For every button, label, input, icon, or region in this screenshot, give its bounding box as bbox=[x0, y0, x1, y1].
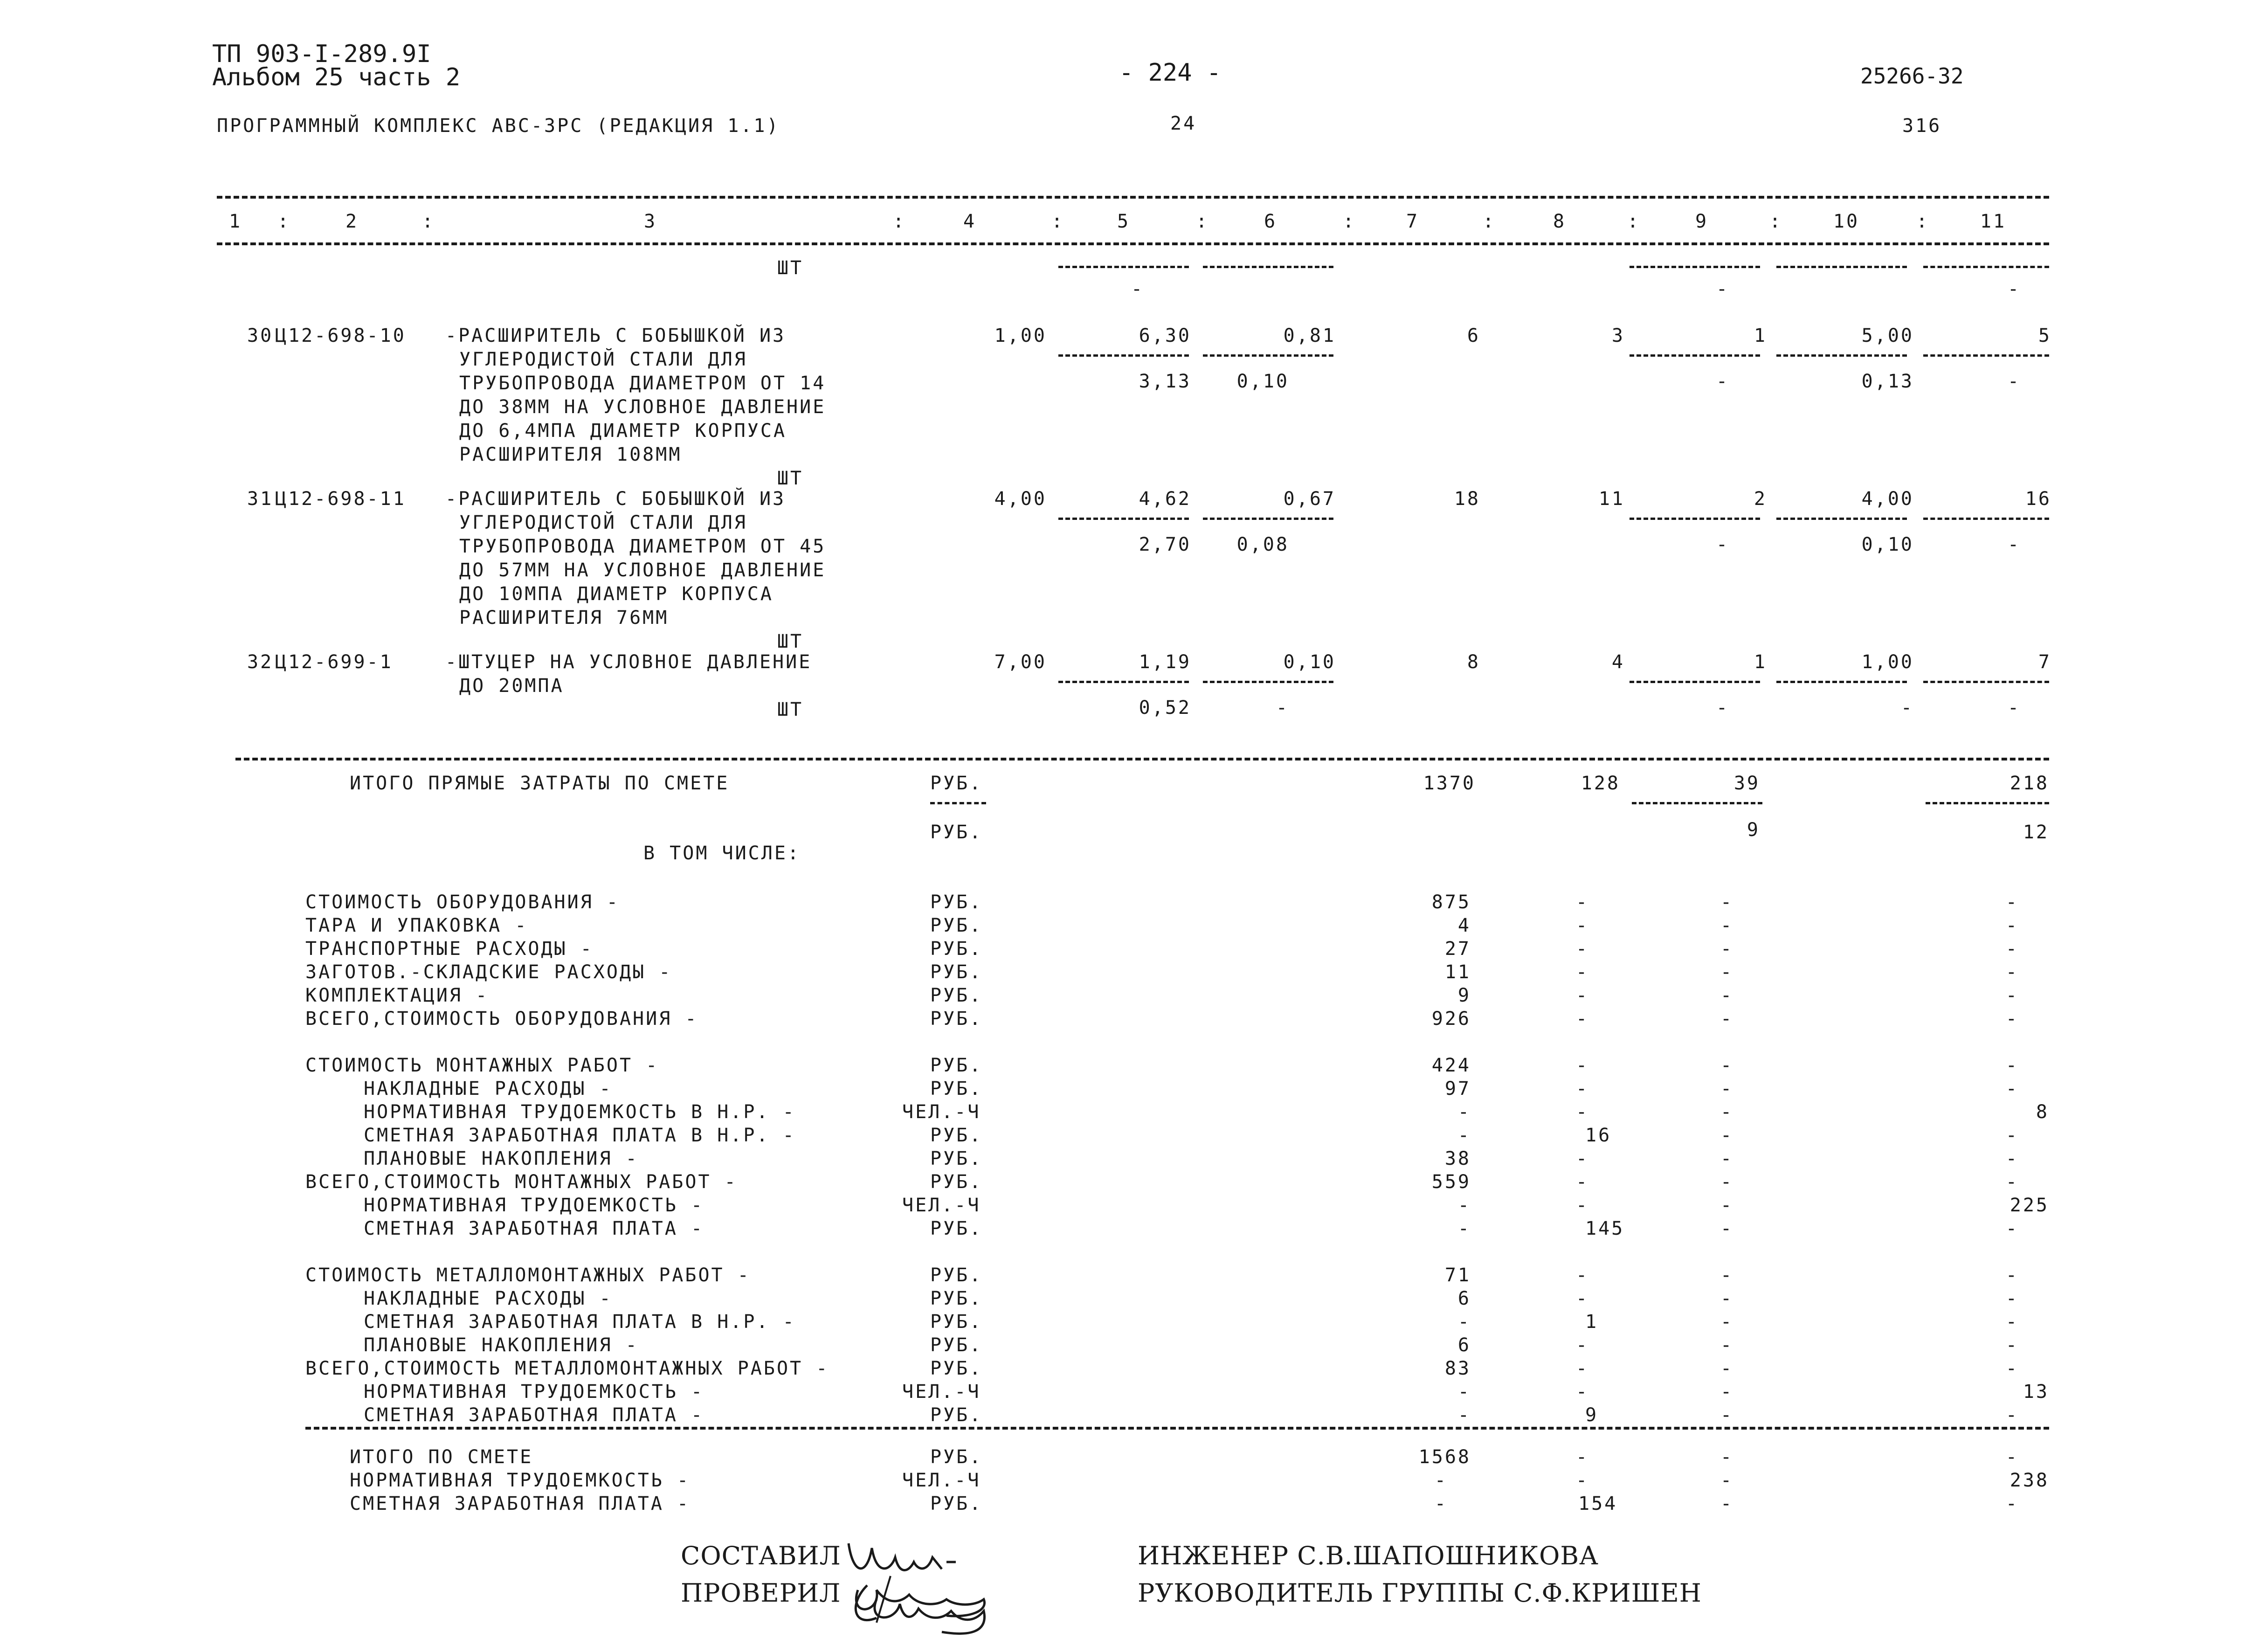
summary-col7: 11 bbox=[1444, 961, 1471, 983]
summary-unit: РУБ. bbox=[930, 892, 983, 913]
summary-col7: 6 bbox=[1457, 1288, 1471, 1309]
summary-col9: - bbox=[1720, 915, 1734, 936]
summary-col7: - bbox=[1457, 1101, 1471, 1123]
column-header: 5 bbox=[1117, 211, 1131, 232]
summary-unit: РУБ. bbox=[930, 1358, 983, 1379]
summary-label: СМЕТНАЯ ЗАРАБОТНАЯ ПЛАТА - bbox=[364, 1218, 704, 1239]
col6-sub: 0,08 bbox=[1236, 534, 1289, 555]
totals-rule bbox=[235, 758, 2049, 760]
summary-col9: - bbox=[1720, 892, 1734, 913]
checked-signature bbox=[849, 1567, 1026, 1637]
summary-col8: - bbox=[1576, 1148, 1589, 1169]
summary-col9: - bbox=[1720, 961, 1734, 983]
summary-col11: - bbox=[2005, 961, 2019, 983]
direct-col9: 39 bbox=[1733, 773, 1760, 794]
summary-col11: - bbox=[2005, 1265, 2019, 1286]
col5-sub: 0,52 bbox=[1139, 697, 1191, 719]
col8: 4 bbox=[1611, 651, 1625, 673]
column-rule bbox=[1058, 681, 1189, 683]
direct-col11-sub: 12 bbox=[2023, 822, 2049, 843]
summary-col11: - bbox=[2005, 1171, 2019, 1193]
column-header: 8 bbox=[1553, 211, 1567, 232]
summary-col9: - bbox=[1720, 1101, 1734, 1123]
column-separator: : bbox=[1483, 211, 1496, 232]
summary-col9: - bbox=[1720, 1171, 1734, 1193]
summary-col7: 559 bbox=[1431, 1171, 1471, 1193]
col5-sub: 3,13 bbox=[1139, 371, 1191, 392]
col9-sub: - bbox=[1716, 371, 1730, 392]
column-separator: : bbox=[1051, 211, 1065, 232]
direct-col7: 1370 bbox=[1423, 773, 1476, 794]
summary-unit: РУБ. bbox=[930, 1311, 983, 1333]
col11-sub: - bbox=[2007, 371, 2021, 392]
col9: 2 bbox=[1754, 488, 1767, 510]
summary-label: НОРМАТИВНАЯ ТРУДОЕМКОСТЬ - bbox=[364, 1195, 704, 1216]
summary-col8: 16 bbox=[1585, 1125, 1612, 1146]
column-header: 2 bbox=[345, 211, 359, 232]
summary-col9: - bbox=[1720, 1288, 1734, 1309]
summary-col8: - bbox=[1576, 1078, 1589, 1099]
final-col11: - bbox=[2005, 1493, 2019, 1514]
final-unit: РУБ. bbox=[930, 1493, 983, 1514]
summary-col7: 27 bbox=[1444, 938, 1471, 960]
col6-sub: 0,10 bbox=[1236, 371, 1289, 392]
summary-label: НОРМАТИВНАЯ ТРУДОЕМКОСТЬ В Н.Р. - bbox=[364, 1101, 796, 1123]
summary-col8: 9 bbox=[1585, 1404, 1599, 1426]
summary-col11: 13 bbox=[2023, 1381, 2049, 1403]
summary-label: СТОИМОСТЬ ОБОРУДОВАНИЯ - bbox=[305, 892, 620, 913]
summary-label: НОРМАТИВНАЯ ТРУДОЕМКОСТЬ - bbox=[364, 1381, 704, 1403]
program-title: ПРОГРАММНЫЙ КОМПЛЕКС АВС-3РС (РЕДАКЦИЯ 1.1) bbox=[217, 115, 780, 137]
row-description: УГЛЕРОДИСТОЙ СТАЛИ ДЛЯ bbox=[459, 512, 747, 533]
row-description: -ШТУЦЕР НА УСЛОВНОЕ ДАВЛЕНИЕ bbox=[445, 651, 812, 673]
col10: 4,00 bbox=[1861, 488, 1914, 510]
column-rule bbox=[1203, 266, 1333, 268]
summary-col11: 8 bbox=[2036, 1101, 2049, 1123]
summary-col8: - bbox=[1576, 892, 1589, 913]
summary-col7: 424 bbox=[1431, 1055, 1471, 1076]
summary-col7: 38 bbox=[1444, 1148, 1471, 1169]
summary-col8: - bbox=[1576, 1055, 1589, 1076]
summary-unit: РУБ. bbox=[930, 1334, 983, 1356]
summary-label: НАКЛАДНЫЕ РАСХОДЫ - bbox=[364, 1288, 613, 1309]
column-separator: : bbox=[1196, 211, 1209, 232]
col11-sub: - bbox=[2007, 534, 2021, 555]
summary-unit: ЧЕЛ.-Ч bbox=[902, 1101, 981, 1123]
col9: 1 bbox=[1754, 651, 1767, 673]
summary-col9: - bbox=[1720, 1148, 1734, 1169]
unit-label: ШТ bbox=[777, 257, 804, 279]
sheet-number: 24 bbox=[1170, 113, 1197, 134]
col6: 0,10 bbox=[1283, 651, 1336, 673]
column-header: 10 bbox=[1833, 211, 1860, 232]
col7: 8 bbox=[1467, 651, 1480, 673]
summary-col7: - bbox=[1457, 1218, 1471, 1239]
unit-rule bbox=[930, 802, 986, 804]
summary-unit: РУБ. bbox=[930, 1008, 983, 1030]
final-col9: - bbox=[1720, 1470, 1734, 1491]
col9-sub: - bbox=[1716, 534, 1730, 555]
direct-col9-sub: 9 bbox=[1747, 819, 1760, 841]
summary-col7: 83 bbox=[1444, 1358, 1471, 1379]
summary-col8: - bbox=[1576, 1288, 1589, 1309]
col4: 4,00 bbox=[994, 488, 1047, 510]
summary-col8: 145 bbox=[1585, 1218, 1625, 1239]
summary-col7: - bbox=[1457, 1125, 1471, 1146]
row-description: ДО 10МПА ДИАМЕТР КОРПУСА bbox=[459, 583, 773, 605]
col6-sub: - bbox=[1276, 697, 1289, 719]
summary-unit: РУБ. bbox=[930, 1288, 983, 1309]
column-header: 6 bbox=[1264, 211, 1277, 232]
document-code: ТП 903-I-289.9I bbox=[212, 40, 431, 68]
unit-label: ШТ bbox=[777, 631, 804, 652]
summary-col11: - bbox=[2005, 1078, 2019, 1099]
summary-unit: ЧЕЛ.-Ч bbox=[902, 1381, 981, 1403]
column-rule bbox=[1923, 681, 2049, 683]
summary-col8: - bbox=[1576, 1171, 1589, 1193]
summary-col11: - bbox=[2005, 1008, 2019, 1030]
summary-col11: - bbox=[2005, 1148, 2019, 1169]
summary-unit: РУБ. bbox=[930, 1218, 983, 1239]
summary-col7: 4 bbox=[1457, 915, 1471, 936]
summary-unit: РУБ. bbox=[930, 985, 983, 1006]
column-rule bbox=[1203, 681, 1333, 683]
final-col8: - bbox=[1576, 1470, 1589, 1491]
summary-col7: 9 bbox=[1457, 985, 1471, 1006]
summary-col11: - bbox=[2005, 1404, 2019, 1426]
col10-sub: - bbox=[1900, 697, 1914, 719]
summary-col7: - bbox=[1457, 1404, 1471, 1426]
column-rule bbox=[1923, 518, 2049, 520]
summary-unit: РУБ. bbox=[930, 915, 983, 936]
col8: 3 bbox=[1611, 325, 1625, 346]
direct-col11: 218 bbox=[2009, 773, 2049, 794]
dash-mark: - bbox=[2007, 278, 2021, 300]
col10-sub: 0,13 bbox=[1861, 371, 1914, 392]
col11-sub: - bbox=[2007, 697, 2021, 719]
summary-col11: - bbox=[2005, 1125, 2019, 1146]
code-number: 316 bbox=[1902, 115, 1942, 137]
summary-col9: - bbox=[1720, 985, 1734, 1006]
summary-label: СТОИМОСТЬ МОНТАЖНЫХ РАБОТ - bbox=[305, 1055, 659, 1076]
column-rule bbox=[1630, 681, 1760, 683]
col6: 0,81 bbox=[1283, 325, 1336, 346]
direct-costs-unit: РУБ. bbox=[930, 822, 983, 843]
final-label: НОРМАТИВНАЯ ТРУДОЕМКОСТЬ - bbox=[350, 1470, 691, 1491]
summary-unit: РУБ. bbox=[930, 1404, 983, 1426]
col5: 6,30 bbox=[1139, 325, 1191, 346]
summary-unit: ЧЕЛ.-Ч bbox=[902, 1195, 981, 1216]
summary-label: НАКЛАДНЫЕ РАСХОДЫ - bbox=[364, 1078, 613, 1099]
summary-col9: - bbox=[1720, 1078, 1734, 1099]
col4: 7,00 bbox=[994, 651, 1047, 673]
column-rule bbox=[1923, 354, 2049, 357]
row-description: ДО 6,4МПА ДИАМЕТР КОРПУСА bbox=[459, 420, 787, 442]
final-col8: 154 bbox=[1578, 1493, 1618, 1514]
row-description: ТРУБОПРОВОДА ДИАМЕТРОМ ОТ 14 bbox=[459, 373, 826, 394]
summary-col11: - bbox=[2005, 1288, 2019, 1309]
summary-label: СТОИМОСТЬ МЕТАЛЛОМОНТАЖНЫХ РАБОТ - bbox=[305, 1265, 751, 1286]
row-code: Ц12-698-11 bbox=[275, 488, 406, 510]
col6: 0,67 bbox=[1283, 488, 1336, 510]
summary-col9: - bbox=[1720, 938, 1734, 960]
summary-col8: - bbox=[1576, 1101, 1589, 1123]
column-rule bbox=[1776, 354, 1907, 357]
col5: 4,62 bbox=[1139, 488, 1191, 510]
summary-col9: - bbox=[1720, 1404, 1734, 1426]
summary-col11: 225 bbox=[2009, 1195, 2049, 1216]
final-label: СМЕТНАЯ ЗАРАБОТНАЯ ПЛАТА - bbox=[350, 1493, 691, 1514]
column-header: 4 bbox=[963, 211, 977, 232]
summary-col9: - bbox=[1720, 1334, 1734, 1356]
summary-col8: - bbox=[1576, 915, 1589, 936]
row-number: 31 bbox=[247, 488, 274, 510]
summary-col8: - bbox=[1576, 1334, 1589, 1356]
summary-label: ЗАГОТОВ.-СКЛАДСКИЕ РАСХОДЫ - bbox=[305, 961, 672, 983]
summary-col7: - bbox=[1457, 1311, 1471, 1333]
summary-col8: - bbox=[1576, 1381, 1589, 1403]
checked-label: ПРОВЕРИЛ bbox=[681, 1578, 841, 1608]
summary-col8: - bbox=[1576, 985, 1589, 1006]
final-unit: ЧЕЛ.-Ч bbox=[902, 1470, 981, 1491]
summary-col8: - bbox=[1576, 1195, 1589, 1216]
col10: 1,00 bbox=[1861, 651, 1914, 673]
final-unit: РУБ. bbox=[930, 1446, 983, 1468]
summary-col11: - bbox=[2005, 938, 2019, 960]
summary-col11: - bbox=[2005, 1055, 2019, 1076]
summary-unit: РУБ. bbox=[930, 1265, 983, 1286]
final-col7: 1568 bbox=[1418, 1446, 1471, 1468]
summary-col9: - bbox=[1720, 1008, 1734, 1030]
header-bottom-rule bbox=[217, 242, 2049, 245]
summary-label: ВСЕГО,СТОИМОСТЬ МЕТАЛЛОМОНТАЖНЫХ РАБОТ - bbox=[305, 1358, 829, 1379]
col7: 6 bbox=[1467, 325, 1480, 346]
column-separator: : bbox=[1769, 211, 1783, 232]
summary-col9: - bbox=[1720, 1218, 1734, 1239]
compiled-label: СОСТАВИЛ bbox=[681, 1541, 841, 1570]
col11: 7 bbox=[2038, 651, 2051, 673]
final-col8: - bbox=[1576, 1446, 1589, 1468]
row-description: -РАСШИРИТЕЛЬ С БОБЫШКОЙ ИЗ bbox=[445, 488, 786, 510]
summary-col11: - bbox=[2005, 892, 2019, 913]
column-rule bbox=[1058, 518, 1189, 520]
column-rule bbox=[1058, 266, 1189, 268]
summary-label: ПЛАНОВЫЕ НАКОПЛЕНИЯ - bbox=[364, 1148, 639, 1169]
column-header: 3 bbox=[643, 211, 657, 232]
album-label: Альбом 25 часть 2 bbox=[212, 63, 461, 91]
summary-col9: - bbox=[1720, 1311, 1734, 1333]
compiled-by: ИНЖЕНЕР С.В.ШАПОШНИКОВА bbox=[1138, 1541, 1599, 1570]
final-rule bbox=[305, 1427, 2049, 1430]
row-description: РАСШИРИТЕЛЯ 76ММ bbox=[459, 607, 669, 629]
summary-label: СМЕТНАЯ ЗАРАБОТНАЯ ПЛАТА В Н.Р. - bbox=[364, 1311, 796, 1333]
dash-mark: - bbox=[1716, 278, 1730, 300]
summary-col9: - bbox=[1720, 1055, 1734, 1076]
row-description: ДО 20МПА bbox=[459, 675, 564, 697]
column-rule bbox=[1630, 354, 1760, 357]
summary-col8: - bbox=[1576, 938, 1589, 960]
summary-label: СМЕТНАЯ ЗАРАБОТНАЯ ПЛАТА В Н.Р. - bbox=[364, 1125, 796, 1146]
row-number: 30 bbox=[247, 325, 274, 346]
column-rule bbox=[1776, 681, 1907, 683]
column-rule bbox=[1630, 266, 1760, 268]
summary-col11: - bbox=[2005, 985, 2019, 1006]
summary-col7: - bbox=[1457, 1381, 1471, 1403]
column-rule bbox=[1630, 518, 1760, 520]
direct-costs-unit: РУБ. bbox=[930, 773, 983, 794]
summary-label: СМЕТНАЯ ЗАРАБОТНАЯ ПЛАТА - bbox=[364, 1404, 704, 1426]
col9: 1 bbox=[1754, 325, 1767, 346]
column-header: 9 bbox=[1695, 211, 1709, 232]
summary-unit: РУБ. bbox=[930, 938, 983, 960]
header-top-rule bbox=[217, 196, 2049, 199]
row-description: ТРУБОПРОВОДА ДИАМЕТРОМ ОТ 45 bbox=[459, 536, 826, 557]
row-code: Ц12-698-10 bbox=[275, 325, 406, 346]
final-col11: - bbox=[2005, 1446, 2019, 1468]
summary-col9: - bbox=[1720, 1195, 1734, 1216]
column-header: 1 bbox=[228, 211, 242, 232]
final-col11: 238 bbox=[2009, 1470, 2049, 1491]
col7: 18 bbox=[1454, 488, 1480, 510]
summary-label: КОМПЛЕКТАЦИЯ - bbox=[305, 985, 489, 1006]
summary-col8: 1 bbox=[1585, 1311, 1599, 1333]
summary-col7: 71 bbox=[1444, 1265, 1471, 1286]
summary-col11: - bbox=[2005, 915, 2019, 936]
row-description: УГЛЕРОДИСТОЙ СТАЛИ ДЛЯ bbox=[459, 349, 747, 370]
col5: 1,19 bbox=[1139, 651, 1191, 673]
direct-costs-label: ИТОГО ПРЯМЫЕ ЗАТРАТЫ ПО СМЕТЕ bbox=[350, 773, 730, 794]
row-description: РАСШИРИТЕЛЯ 108ММ bbox=[459, 444, 682, 465]
column-separator: : bbox=[277, 211, 291, 232]
summary-col9: - bbox=[1720, 1265, 1734, 1286]
unit-label: ШТ bbox=[777, 699, 804, 720]
row-code: Ц12-699-1 bbox=[275, 651, 393, 673]
summary-label: ПЛАНОВЫЕ НАКОПЛЕНИЯ - bbox=[364, 1334, 639, 1356]
direct-col8: 128 bbox=[1581, 773, 1620, 794]
summary-col8: - bbox=[1576, 961, 1589, 983]
page-number: - 224 - bbox=[1119, 59, 1222, 87]
checked-by: РУКОВОДИТЕЛЬ ГРУППЫ С.Ф.КРИШЕН bbox=[1138, 1578, 1702, 1608]
column-rule bbox=[1776, 266, 1907, 268]
summary-col11: - bbox=[2005, 1218, 2019, 1239]
stamp-number: 25266-32 bbox=[1860, 63, 1964, 89]
dash-mark: - bbox=[1131, 278, 1145, 300]
summary-col7: 6 bbox=[1457, 1334, 1471, 1356]
column-separator: : bbox=[1343, 211, 1356, 232]
summary-unit: РУБ. bbox=[930, 1125, 983, 1146]
column-rule bbox=[1203, 518, 1333, 520]
summary-col7: 875 bbox=[1431, 892, 1471, 913]
column-header: 11 bbox=[1980, 211, 2007, 232]
unit-label: ШТ bbox=[777, 468, 804, 489]
summary-unit: РУБ. bbox=[930, 961, 983, 983]
summary-col11: - bbox=[2005, 1334, 2019, 1356]
column-rule bbox=[1058, 354, 1189, 357]
summary-col9: - bbox=[1720, 1125, 1734, 1146]
column-rule bbox=[1203, 354, 1333, 357]
final-col9: - bbox=[1720, 1493, 1734, 1514]
col11: 16 bbox=[2025, 488, 2051, 510]
summary-col8: - bbox=[1576, 1358, 1589, 1379]
summary-label: ВСЕГО,СТОИМОСТЬ ОБОРУДОВАНИЯ - bbox=[305, 1008, 698, 1030]
summary-col9: - bbox=[1720, 1381, 1734, 1403]
summary-col7: - bbox=[1457, 1195, 1471, 1216]
col9-sub: - bbox=[1716, 697, 1730, 719]
col9-rule bbox=[1632, 802, 1762, 804]
summary-col11: - bbox=[2005, 1358, 2019, 1379]
column-header: 7 bbox=[1406, 211, 1420, 232]
including-label: В ТОМ ЧИСЛЕ: bbox=[643, 843, 801, 864]
summary-label: ТРАНСПОРТНЫЕ РАСХОДЫ - bbox=[305, 938, 594, 960]
summary-col11: - bbox=[2005, 1311, 2019, 1333]
summary-col8: - bbox=[1576, 1265, 1589, 1286]
column-separator: : bbox=[1627, 211, 1641, 232]
row-description: -РАСШИРИТЕЛЬ С БОБЫШКОЙ ИЗ bbox=[445, 325, 786, 346]
column-separator: : bbox=[422, 211, 435, 232]
row-number: 32 bbox=[247, 651, 274, 673]
col11-rule bbox=[1926, 802, 2049, 804]
summary-unit: РУБ. bbox=[930, 1171, 983, 1193]
column-separator: : bbox=[1916, 211, 1930, 232]
final-col7: - bbox=[1434, 1493, 1448, 1514]
col11: 5 bbox=[2038, 325, 2051, 346]
col5-sub: 2,70 bbox=[1139, 534, 1191, 555]
col10-sub: 0,10 bbox=[1861, 534, 1914, 555]
summary-unit: РУБ. bbox=[930, 1148, 983, 1169]
summary-col7: 926 bbox=[1431, 1008, 1471, 1030]
column-rule bbox=[1776, 518, 1907, 520]
col4: 1,00 bbox=[994, 325, 1047, 346]
column-rule bbox=[1923, 266, 2049, 268]
final-label: ИТОГО ПО СМЕТЕ bbox=[350, 1446, 533, 1468]
summary-label: ТАРА И УПАКОВКА - bbox=[305, 915, 528, 936]
row-description: ДО 57ММ НА УСЛОВНОЕ ДАВЛЕНИЕ bbox=[459, 560, 826, 581]
final-col9: - bbox=[1720, 1446, 1734, 1468]
summary-col9: - bbox=[1720, 1358, 1734, 1379]
col8: 11 bbox=[1598, 488, 1625, 510]
summary-label: ВСЕГО,СТОИМОСТЬ МОНТАЖНЫХ РАБОТ - bbox=[305, 1171, 738, 1193]
final-col7: - bbox=[1434, 1470, 1448, 1491]
summary-unit: РУБ. bbox=[930, 1055, 983, 1076]
row-description: ДО 38ММ НА УСЛОВНОЕ ДАВЛЕНИЕ bbox=[459, 396, 826, 418]
summary-unit: РУБ. bbox=[930, 1078, 983, 1099]
col10: 5,00 bbox=[1861, 325, 1914, 346]
summary-col7: 97 bbox=[1444, 1078, 1471, 1099]
summary-col8: - bbox=[1576, 1008, 1589, 1030]
column-separator: : bbox=[893, 211, 906, 232]
